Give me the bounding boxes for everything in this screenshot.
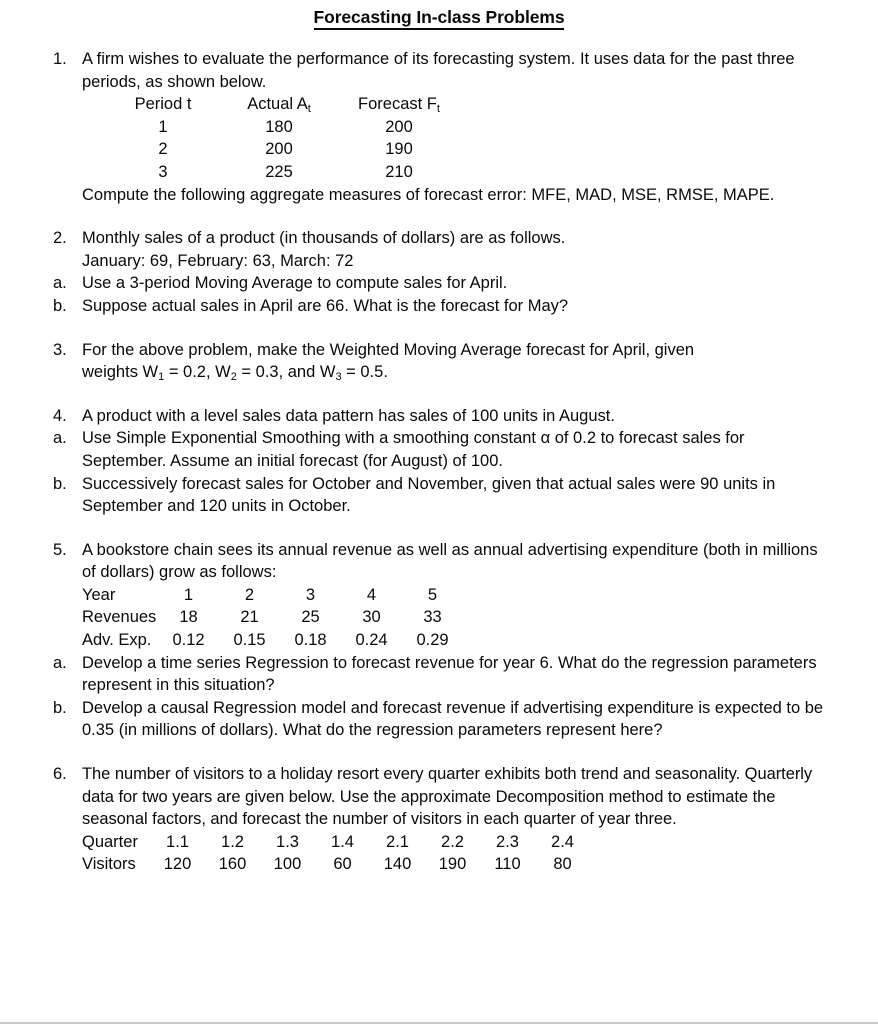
cell-adv-exp: 0.12: [172, 631, 205, 650]
problem-5-subitem-b: [0, 697, 878, 742]
cell-quarter: 2.1: [386, 832, 409, 851]
problem-2-subitem-a: [0, 272, 878, 295]
spacer: [0, 742, 878, 763]
row-label-year: Year: [82, 585, 116, 604]
cell-actual: 200: [265, 140, 293, 159]
row-label-adv-exp: Adv. Exp.: [82, 631, 152, 650]
problem-3-marker: 3.: [53, 340, 67, 359]
row-label-quarter: Quarter: [82, 832, 138, 851]
cell-year: 2: [244, 585, 255, 604]
spacer: [0, 318, 878, 339]
table-row-year: [82, 584, 463, 607]
problem-2-subitem-b: [0, 295, 878, 318]
cell-quarter: 1.2: [221, 832, 244, 851]
cell-adv-exp: 0.18: [294, 631, 327, 650]
problem-4-subitem-a-text: Use Simple Exponential Smoothing with a smoothing constant α of 0.2 to forecast sales for September. Assume an initial forecast (for August) of 100.: [82, 429, 745, 470]
cell-actual: 225: [265, 162, 293, 181]
cell-visitors: 140: [383, 855, 412, 874]
weight-2-subscript: 2: [230, 371, 237, 384]
cell-visitors: 80: [553, 855, 572, 874]
cell-adv-exp: 0.24: [355, 631, 388, 650]
cell-year: 1: [183, 585, 194, 604]
problem-5-subitem-b-text: Develop a causal Regression model and forecast revenue if advertising expenditure is expected to be 0.35 (in millions of dollars). What do the regression parameters represent here?: [82, 698, 824, 740]
problem-1-data-table: [108, 93, 458, 183]
problem-5-text: A bookstore chain sees its annual revenue as well as annual advertising expenditure (both in millions of dollars) grow as follows:: [82, 540, 818, 582]
problem-4-subitem-a: [0, 427, 878, 472]
cell-revenue: 18: [179, 608, 198, 627]
problem-1-followup: Compute the following aggregate measures of forecast error: MFE, MAD, MSE, RMSE, MAPE.: [82, 185, 775, 204]
table-row-quarter: [82, 831, 590, 854]
header-period: [108, 93, 218, 116]
problem-5-statement: [0, 539, 878, 584]
problem-6-data-table: [82, 831, 590, 876]
weight-2-assign: = 0.3, and W: [236, 363, 336, 382]
problem-2-data-line: January: 69, February: 63, March: 72: [82, 251, 354, 270]
spacer: [0, 206, 878, 227]
problem-4-subitem-a-marker: a.: [53, 429, 67, 448]
cell-forecast: 200: [385, 117, 413, 136]
table-row: [108, 116, 458, 139]
cell-year: 5: [427, 585, 438, 604]
problem-6-marker: 6.: [53, 765, 67, 784]
row-label-revenues: Revenues: [82, 608, 157, 627]
problem-2-statement: [0, 227, 878, 250]
cell-adv-exp: 0.29: [416, 631, 449, 650]
weight-3-assign: = 0.5.: [341, 363, 388, 382]
problem-4: [0, 405, 878, 518]
header-forecast-label: Forecast F: [358, 95, 437, 114]
problem-2-subitem-b-text: Suppose actual sales in April are 66. What is the forecast for May?: [82, 296, 569, 315]
page-title-text: Forecasting In-class Problems: [314, 7, 565, 30]
weight-1-assign: = 0.2, W: [164, 363, 231, 382]
problem-3-line1: For the above problem, make the Weighted Moving Average forecast for April, given: [82, 340, 695, 359]
cell-actual: 180: [265, 117, 293, 136]
cell-quarter: 2.2: [441, 832, 464, 851]
problem-5-subitem-a-text: Develop a time series Regression to forecast revenue for year 6. What do the regression parameters represent in this situation?: [82, 653, 817, 695]
cell-visitors: 120: [163, 855, 192, 874]
cell-quarter: 1.4: [331, 832, 354, 851]
problem-5-subitem-a-marker: a.: [53, 653, 67, 672]
cell-year: 3: [305, 585, 316, 604]
table-row-adv-exp: [82, 629, 463, 652]
problem-3-weights-prefix: weights W: [82, 363, 159, 382]
table-row-visitors: [82, 853, 590, 876]
problem-4-statement: [0, 405, 878, 428]
problem-2-subitem-b-marker: b.: [53, 296, 67, 315]
problem-4-text: A product with a level sales data pattern has sales of 100 units in August.: [82, 406, 615, 425]
table-header-row: [108, 93, 458, 116]
cell-quarter: 2.4: [551, 832, 574, 851]
problem-3-statement: [0, 339, 878, 384]
cell-revenue: 30: [362, 608, 381, 627]
problem-5-subitem-a: [0, 652, 878, 697]
problem-1-statement: [0, 48, 878, 93]
cell-revenue: 33: [423, 608, 442, 627]
table-row: [108, 161, 458, 184]
header-forecast: [340, 93, 458, 116]
cell-visitors: 60: [333, 855, 352, 874]
problem-6: [0, 763, 878, 876]
cell-quarter: 2.3: [496, 832, 519, 851]
header-actual-label: Actual A: [247, 95, 308, 114]
table-row: [108, 138, 458, 161]
cell-revenue: 25: [301, 608, 320, 627]
spacer: [0, 518, 878, 539]
cell-visitors: 100: [273, 855, 302, 874]
problem-1-text: A firm wishes to evaluate the performance of its forecasting system. It uses data for the past three periods, as shown below.: [82, 50, 795, 91]
weight-1-subscript: 1: [158, 371, 165, 384]
problem-3: [0, 339, 878, 384]
problem-2-text: Monthly sales of a product (in thousands of dollars) are as follows.: [82, 229, 566, 248]
problem-5-subitem-b-marker: b.: [53, 698, 67, 717]
problem-1: [0, 48, 878, 206]
problem-3-text: [82, 339, 832, 384]
problem-2-marker: 2.: [53, 229, 67, 248]
problem-4-subitem-b-marker: b.: [53, 474, 67, 493]
problem-1-marker: 1.: [53, 50, 67, 68]
problem-5: [0, 539, 878, 742]
header-actual: [218, 93, 340, 116]
spacer: [0, 384, 878, 405]
row-label-visitors: Visitors: [82, 855, 136, 874]
problem-6-text: The number of visitors to a holiday resort every quarter exhibits both trend and seasonality. Quarterly data for two years are given below. Use the approximate Decomposition method to estimate the seasonal factors, and forecast the number of visitors in each quarter of year three.: [82, 765, 813, 829]
page-title: [0, 0, 878, 28]
problem-4-subitem-b: [0, 473, 878, 518]
cell-quarter: 1.3: [276, 832, 299, 851]
problem-2: [0, 227, 878, 317]
cell-period: 1: [158, 117, 168, 136]
table-row-revenues: [82, 606, 463, 629]
cell-period: 2: [158, 140, 168, 159]
cell-visitors: 160: [218, 855, 247, 874]
header-period-label: Period t: [134, 95, 192, 114]
problem-5-marker: 5.: [53, 540, 67, 559]
header-forecast-subscript: t: [436, 103, 440, 116]
cell-visitors: 190: [438, 855, 467, 874]
cell-period: 3: [158, 162, 168, 181]
problem-2-subitem-a-text: Use a 3-period Moving Average to compute sales for April.: [82, 274, 508, 293]
cell-quarter: 1.1: [166, 832, 189, 851]
cell-forecast: 210: [385, 162, 413, 181]
problem-4-subitem-b-text: Successively forecast sales for October and November, given that actual sales were 90 units in September and 120 units in October.: [82, 474, 776, 516]
problem-6-statement: [0, 763, 878, 831]
cell-year: 4: [366, 585, 377, 604]
problem-2-subitem-a-marker: a.: [53, 274, 67, 293]
problem-4-marker: 4.: [53, 406, 67, 425]
header-actual-subscript: t: [307, 103, 311, 116]
weight-3-subscript: 3: [335, 371, 342, 384]
problem-5-data-table: [82, 584, 463, 652]
cell-adv-exp: 0.15: [233, 631, 266, 650]
cell-revenue: 21: [240, 608, 259, 627]
cell-visitors: 110: [494, 855, 521, 874]
cell-forecast: 190: [385, 140, 413, 159]
